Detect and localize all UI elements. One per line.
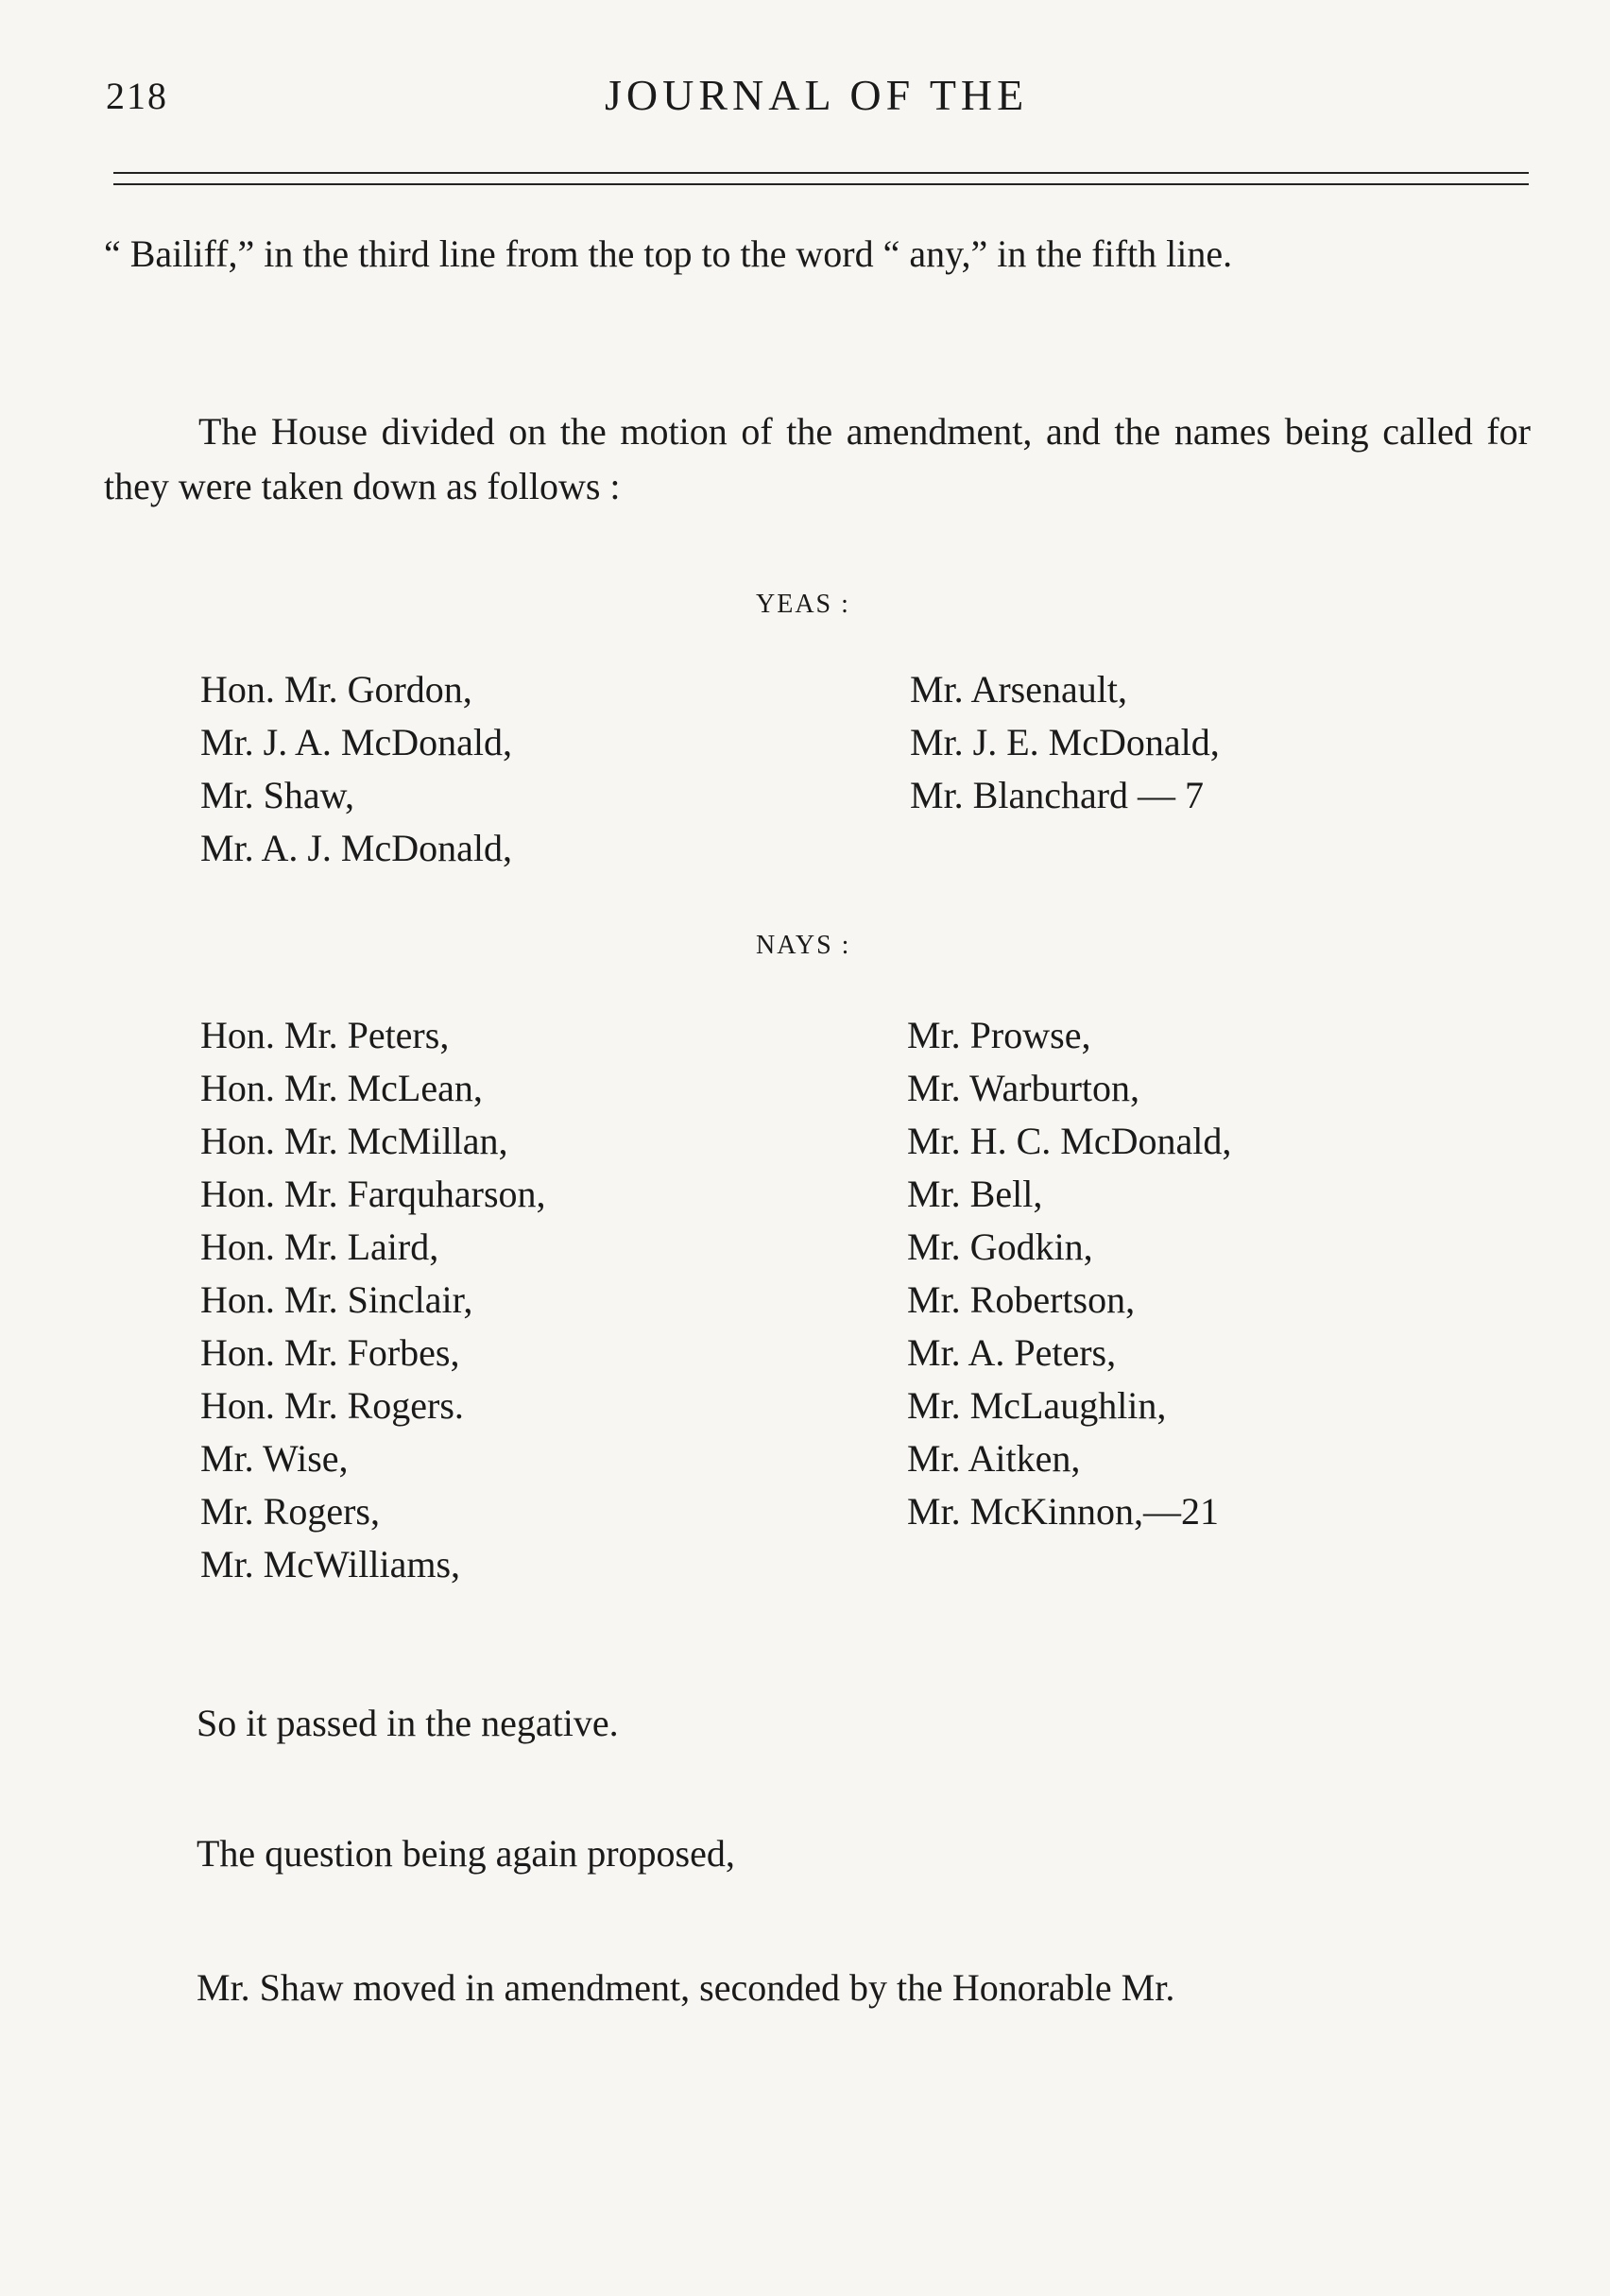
continuation-paragraph: “ Bailiff,” in the third line from the top to the word “ any,” in the fifth line. bbox=[104, 232, 1233, 275]
nay-name: Mr. A. Peters, bbox=[907, 1331, 1117, 1374]
yea-name: Hon. Mr. Gordon, bbox=[200, 668, 472, 711]
nay-name: Mr. Warburton, bbox=[907, 1067, 1140, 1109]
yeas-right-column bbox=[910, 663, 1220, 822]
header-rule-top bbox=[113, 172, 1529, 174]
nay-name: Hon. Mr. Peters, bbox=[200, 1014, 450, 1056]
page-number: 218 bbox=[106, 75, 168, 117]
nay-name: Hon. Mr. Laird, bbox=[200, 1225, 439, 1268]
nay-name: Mr. Robertson, bbox=[907, 1278, 1136, 1321]
yeas-heading: YEAS : bbox=[756, 590, 850, 619]
nay-name: Mr. Rogers, bbox=[200, 1490, 380, 1533]
yeas-left-column bbox=[200, 663, 512, 875]
yea-name: Mr. Blanchard — 7 bbox=[910, 774, 1205, 816]
nay-name: Hon. Mr. McMillan, bbox=[200, 1120, 508, 1162]
running-head: JOURNAL OF THE bbox=[605, 71, 1029, 119]
nay-name: Mr. Godkin, bbox=[907, 1225, 1093, 1268]
motion-line: Mr. Shaw moved in amendment, seconded by the Honorable Mr. bbox=[197, 1966, 1175, 2009]
nay-name: Mr. McKinnon,—21 bbox=[907, 1490, 1219, 1533]
nay-name: Hon. Mr. Forbes, bbox=[200, 1331, 460, 1374]
nay-name: Mr. McLaughlin, bbox=[907, 1384, 1167, 1427]
nays-heading: NAYS : bbox=[756, 931, 851, 960]
nay-name: Mr. Bell, bbox=[907, 1173, 1043, 1215]
nay-name: Mr. H. C. McDonald, bbox=[907, 1120, 1232, 1162]
nay-name: Mr. Aitken, bbox=[907, 1437, 1081, 1480]
yea-name: Mr. J. E. McDonald, bbox=[910, 721, 1220, 763]
division-paragraph: The House divided on the motion of the amendment, and the names being called for they were taken down as follows : bbox=[104, 410, 1531, 507]
question-line: The question being again proposed, bbox=[197, 1832, 735, 1875]
nays-right-column bbox=[907, 1009, 1231, 1538]
nay-name: Mr. Prowse, bbox=[907, 1014, 1091, 1056]
nay-name: Hon. Mr. McLean, bbox=[200, 1067, 483, 1109]
nay-name: Mr. Wise, bbox=[200, 1437, 349, 1480]
nay-name: Hon. Mr. Farquharson, bbox=[200, 1173, 546, 1215]
nay-name: Hon. Mr. Sinclair, bbox=[200, 1278, 473, 1321]
result-line: So it passed in the negative. bbox=[197, 1702, 619, 1744]
yea-name: Mr. Arsenault, bbox=[910, 668, 1127, 711]
nays-left-column bbox=[200, 1009, 546, 1591]
yea-name: Mr. J. A. McDonald, bbox=[200, 721, 512, 763]
nay-name: Mr. McWilliams, bbox=[200, 1543, 461, 1585]
yea-name: Mr. Shaw, bbox=[200, 774, 354, 816]
nay-name: Hon. Mr. Rogers. bbox=[200, 1384, 464, 1427]
yea-name: Mr. A. J. McDonald, bbox=[200, 827, 512, 869]
header-rule-bottom bbox=[113, 183, 1529, 185]
